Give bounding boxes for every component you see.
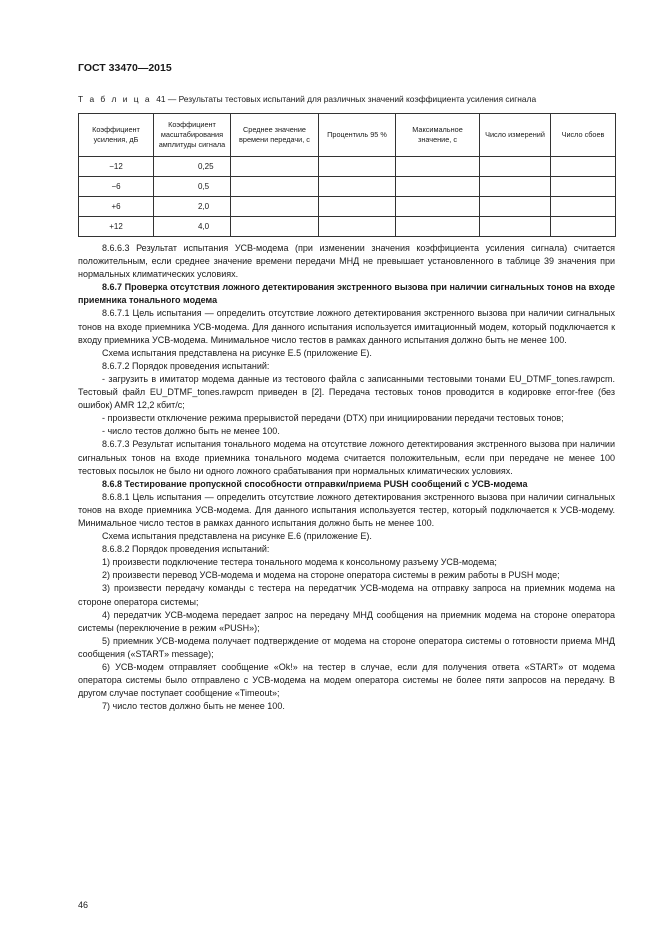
table-row [79, 197, 616, 217]
document-body [78, 242, 615, 713]
scale-cell: 4,0 [154, 217, 231, 237]
table-caption-label: Т а б л и ц а [78, 94, 152, 104]
list-item: - произвести отключение режима прерывистой передачи (DTX) при инициировании передачи тестовых тонов; [102, 413, 564, 424]
empty-cell [231, 177, 319, 197]
list-item: 3) произвести передачу команды с тестера на передатчик УСВ-модема на отправку запроса на приемник модема на стороне оператора системы; [78, 583, 615, 607]
paragraph: 8.6.6.3 Результат испытания УСВ-модема (при изменении значения коэффициента усиления сигнала) считается положительным, если среднее значение времени передачи МНД не превышает установленного в таблице 39 значения при нормальных климатических условиях. [78, 243, 615, 280]
page-number: 46 [78, 900, 89, 910]
scale-cell: 2,0 [154, 197, 231, 217]
empty-cell [396, 157, 480, 177]
empty-cell [319, 217, 396, 237]
list-item: 7) число тестов должно быть не менее 100. [102, 701, 285, 712]
list-item: 4) передатчик УСВ-модема передает запрос на передачу МНД сообщения на приемник модема на стороне оператора системы (переключение в режим «PUSH»); [78, 609, 615, 633]
table-header-row [79, 114, 616, 157]
empty-cell [319, 177, 396, 197]
empty-cell [396, 217, 480, 237]
empty-cell [480, 177, 551, 197]
list-item: 6) УСВ-модем отправляет сообщение «Ok!» на тестер в случае, если для получения ответа «START» от модема оператора системы было отправлено с УСВ-модема на модем оператора системы не более пяти запросов на передачу. В другом случае поступает сообщение «Timeout»; [78, 662, 615, 699]
paragraph: 8.6.8.2 Порядок проведения испытаний: [102, 544, 270, 555]
empty-cell [231, 197, 319, 217]
column-header: Максимальное значение, с [396, 114, 480, 157]
empty-cell [231, 157, 319, 177]
paragraph: Схема испытания представлена на рисунке Е.5 (приложение Е). [102, 347, 372, 358]
empty-cell [480, 217, 551, 237]
empty-cell [480, 157, 551, 177]
column-header: Процентиль 95 % [319, 114, 396, 157]
empty-cell [551, 197, 616, 217]
empty-cell [551, 157, 616, 177]
paragraph: 8.6.7.2 Порядок проведения испытаний: [102, 360, 270, 371]
empty-cell [396, 197, 480, 217]
table-caption [78, 94, 536, 104]
paragraph: 8.6.8.1 Цель испытания — определить отсутствие ложного детектирования экстренного вызова при наличии сигнальных тонов на входе приемника УСВ-модема. Для данного испытания используется тестер, который подключается к УСВ-модему. Минимальное число тестов в рамках данного испытания должно быть не менее 100. [78, 491, 615, 528]
scale-cell: 0,5 [154, 177, 231, 197]
empty-cell [480, 197, 551, 217]
gain-cell: +6 [79, 197, 154, 217]
table-row [79, 217, 616, 237]
results-table [78, 113, 616, 237]
column-header: Коэффициент масштабирования амплитуды сигнала [154, 114, 231, 157]
gain-cell: −12 [79, 157, 154, 177]
empty-cell [319, 197, 396, 217]
column-header: Среднее значение времени передачи, с [231, 114, 319, 157]
paragraph: 8.6.7.1 Цель испытания — определить отсутствие ложного детектирования экстренного вызова при наличии сигнальных тонов на входе приемника УСВ-модема. Для данного испытания используется имитационный модем, который подключается к входу приемника УСВ-модема. Минимальное число тестов в рамках данного испытания должно быть не менее 100. [78, 308, 615, 345]
list-item: 2) произвести перевод УСВ-модема и модема на стороне оператора системы в режим работы в PUSH моде; [102, 570, 560, 581]
list-item: 1) произвести подключение тестера тонального модема к консольному разъему УСВ-модема; [102, 557, 497, 568]
column-header: Число сбоев [551, 114, 616, 157]
gain-cell: −6 [79, 177, 154, 197]
table-caption-text: 41 — Результаты тестовых испытаний для различных значений коэффициента усиления сигнала [156, 94, 537, 104]
empty-cell [551, 217, 616, 237]
gain-cell: +12 [79, 217, 154, 237]
paragraph: Схема испытания представлена на рисунке Е.6 (приложение Е). [102, 531, 372, 542]
empty-cell [319, 157, 396, 177]
section-heading: 8.6.7 Проверка отсутствия ложного детектирования экстренного вызова при наличии сигнальных тонов на входе приемника тонального модема [78, 282, 615, 306]
document-header: ГОСТ 33470—2015 [78, 62, 172, 74]
scale-cell: 0,25 [154, 157, 231, 177]
table-row [79, 177, 616, 197]
empty-cell [231, 217, 319, 237]
paragraph: 8.6.7.3 Результат испытания тонального модема на отсутствие ложного детектирования экстренного вызова при наличии сигнальных тонов на входе приемника тонального модема считается положительным, если при передаче не менее 100 тестовых посылок не было ни одного ложного срабатывания при нормальных климатических условиях. [78, 439, 615, 476]
list-item: - загрузить в имитатор модема данные из тестового файла с записанными тестовыми тонами EU_DTMF_tones.rawpcm. Тестовый файл EU_DTMF_tones.rawpcm приведен в [2]. Передача тестовых тонов проводится в кодировке error-free (без ошибок) AMR 12,2 кбит/с; [78, 373, 615, 411]
empty-cell [396, 177, 480, 197]
section-heading: 8.6.8 Тестирование пропускной способности отправки/приема PUSH сообщений с УСВ-модема [102, 478, 528, 489]
empty-cell [551, 177, 616, 197]
list-item: - число тестов должно быть не менее 100. [102, 426, 280, 437]
column-header: Число измерений [480, 114, 551, 157]
list-item: 5) приемник УСВ-модема получает подтверждение от модема на стороне оператора системы о готовности приема МНД сообщения («START» message); [78, 635, 615, 659]
table-row [79, 157, 616, 177]
column-header: Коэффициент усиления, дБ [79, 114, 154, 157]
